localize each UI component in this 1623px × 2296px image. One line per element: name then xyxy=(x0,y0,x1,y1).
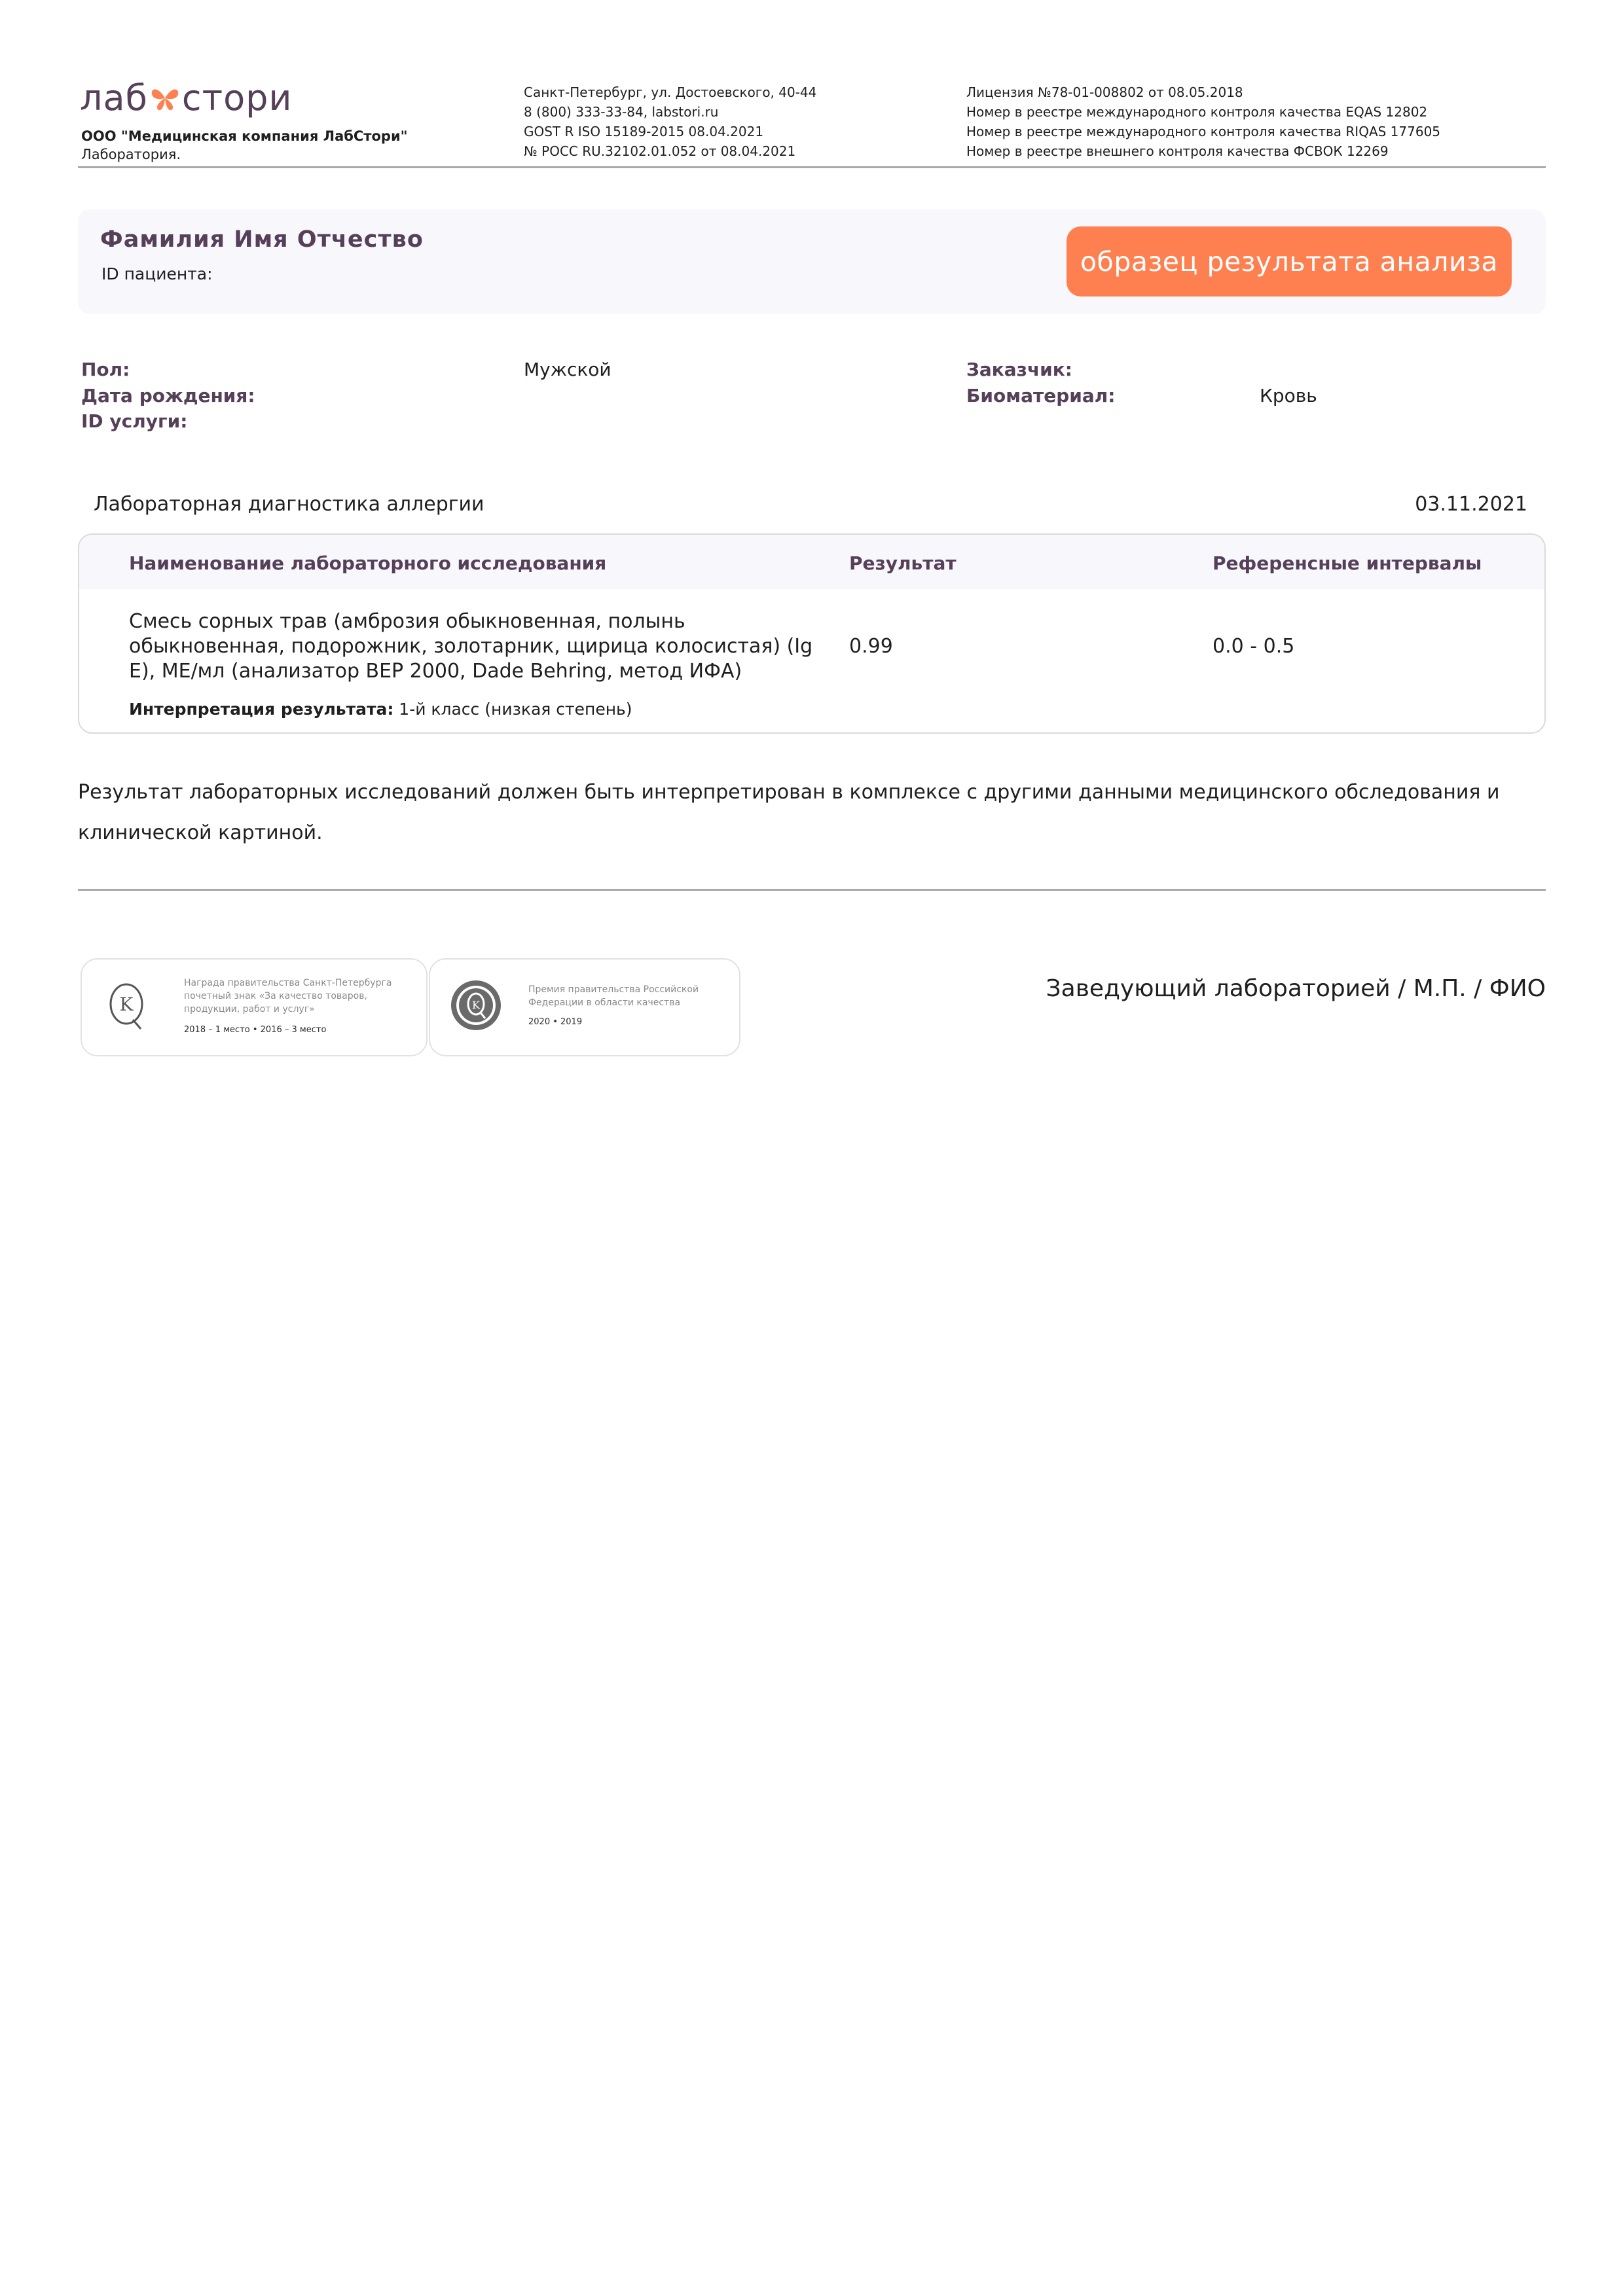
award-text: Награда правительства Санкт-Петербурга почетный знак «За качество товаров, продукции, работ и услуг» xyxy=(184,978,392,1014)
section-title: Лабораторная диагностика аллергии xyxy=(94,493,484,516)
test-name-line: E), МЕ/мл (анализатор BEP 2000, Dade Behring, метод ИФА) xyxy=(129,660,742,683)
license-block xyxy=(966,82,1440,161)
test-reference: 0.0 - 0.5 xyxy=(1213,635,1295,658)
results-table xyxy=(78,533,1546,734)
interpretation-label: Интерпретация результата: xyxy=(129,700,394,719)
column-header-name: Наименование лабораторного исследования xyxy=(129,552,607,574)
signature-line: Заведующий лабораторией / М.П. / ФИО xyxy=(1046,975,1546,1002)
test-name-line: Смесь сорных трав (амброзия обыкновенная, полынь xyxy=(129,610,685,633)
customer-label: Заказчик: xyxy=(966,359,1072,380)
address-line: Санкт-Петербург, ул. Достоевского, 40-44 xyxy=(524,84,817,100)
note-line: клинической картиной. xyxy=(78,821,323,844)
test-name xyxy=(129,609,812,684)
service-id-label: ID услуги: xyxy=(81,410,188,432)
license-line: Номер в реестре международного контроля качества RIQAS 177605 xyxy=(966,124,1441,139)
svg-text:K: K xyxy=(119,994,134,1015)
logo-text-right: стори xyxy=(181,77,293,118)
patient-name: Фамилия Имя Отчество xyxy=(100,226,424,253)
award-card-spb xyxy=(81,958,428,1056)
logo-text-left: лаб xyxy=(80,77,148,118)
column-header-result: Результат xyxy=(849,552,957,574)
award-text: Премия правительства Российской Федерации в области качества xyxy=(528,984,699,1008)
header-divider xyxy=(78,166,1546,168)
lab-logo xyxy=(80,77,292,118)
address-line: 8 (800) 333-33-84, labstori.ru xyxy=(524,104,719,120)
award-years: 2018 – 1 место • 2016 – 3 место xyxy=(184,1025,327,1035)
patient-id-label: ID пациента: xyxy=(101,264,213,283)
address-block xyxy=(524,82,816,161)
note-line: Результат лабораторных исследований должен быть интерпретирован в комплексе с другими данными медицинского обследования и xyxy=(78,781,1500,804)
interpretation xyxy=(129,700,632,719)
interpretation-value: 1-й класс (низкая степень) xyxy=(393,700,632,719)
test-result: 0.99 xyxy=(849,635,893,658)
quality-mark-icon xyxy=(107,979,146,1031)
award-card-rf xyxy=(429,958,740,1056)
butterfly-icon xyxy=(149,84,181,113)
license-line: Номер в реестре международного контроля качества EQAS 12802 xyxy=(966,104,1428,120)
sample-badge: образец результата анализа xyxy=(1067,226,1512,296)
birth-date-label: Дата рождения: xyxy=(81,385,255,406)
company-subtitle: Лаборатория. xyxy=(81,147,181,162)
sex-label: Пол: xyxy=(81,359,130,380)
quality-medal-icon xyxy=(448,978,503,1033)
address-line: GOST R ISO 15189-2015 08.04.2021 xyxy=(524,124,764,139)
section-date: 03.11.2021 xyxy=(1415,493,1527,516)
column-header-reference: Референсные интервалы xyxy=(1213,552,1482,574)
license-line: Номер в реестре внешнего контроля качества ФСВОК 12269 xyxy=(966,143,1389,159)
footer-divider xyxy=(78,889,1546,891)
test-name-line: обыкновенная, подорожник, золотарник, щирица колосистая) (Ig xyxy=(129,635,813,658)
disclaimer-note xyxy=(78,772,1546,853)
biomaterial-label: Биоматериал: xyxy=(966,385,1116,406)
company-name: ООО "Медицинская компания ЛабСтори" xyxy=(81,128,408,144)
license-line: Лицензия №78-01-008802 от 08.05.2018 xyxy=(966,84,1243,100)
award-years: 2020 • 2019 xyxy=(528,1017,583,1027)
address-line: № РОСС RU.32102.01.052 от 08.04.2021 xyxy=(524,143,796,159)
svg-text:K: K xyxy=(472,999,480,1011)
biomaterial-value: Кровь xyxy=(1260,385,1317,406)
sex-value: Мужской xyxy=(524,359,611,380)
